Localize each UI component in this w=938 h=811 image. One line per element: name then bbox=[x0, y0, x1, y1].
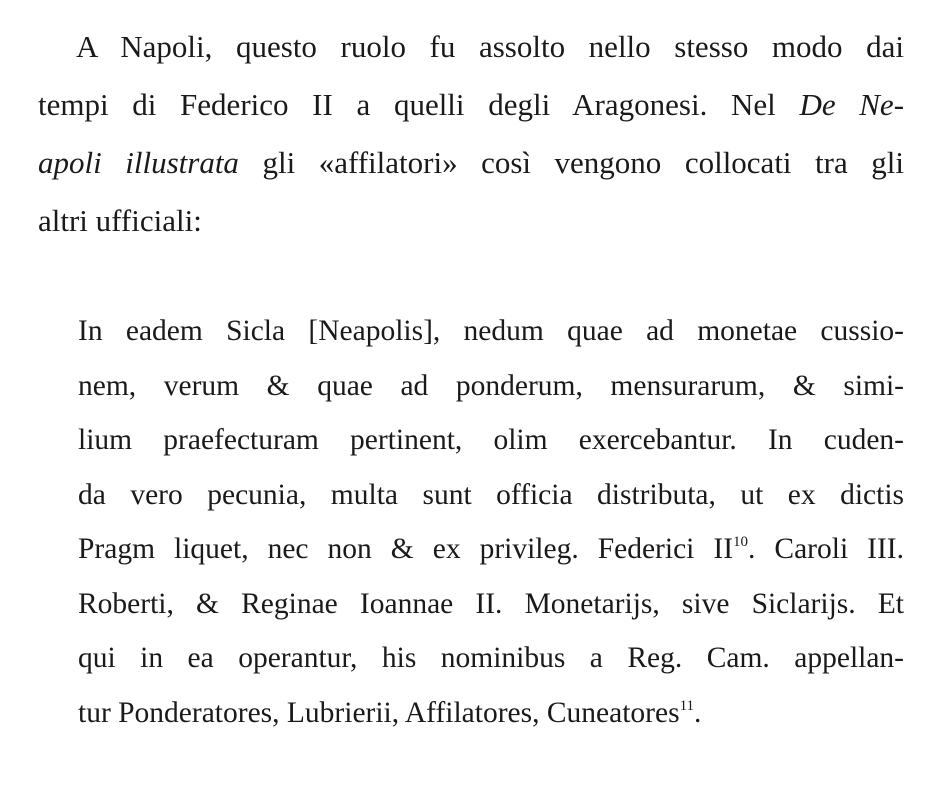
quote-line bbox=[78, 359, 904, 414]
quote-line bbox=[78, 577, 904, 632]
latin-block-quote bbox=[78, 304, 904, 740]
footnote-marker: 10 bbox=[733, 534, 749, 550]
quote-text: lium praefecturam pertinent, olim exercebantur. In cuden- bbox=[78, 424, 904, 456]
paragraph-line bbox=[38, 18, 904, 76]
paragraph-text: A Napoli, questo ruolo fu assolto nello stesso modo dai bbox=[76, 29, 904, 64]
body-paragraph bbox=[38, 18, 904, 250]
quote-text: tur Ponderatores, Lubrierii, Affilatores, Cuneatores bbox=[78, 696, 680, 729]
quote-text: da vero pecunia, multa sunt officia distributa, ut ex dictis bbox=[78, 478, 904, 511]
footnote-marker: 11 bbox=[679, 697, 695, 714]
quote-text: Pragm liquet, nec non & ex privileg. Federici II bbox=[78, 533, 734, 565]
paragraph-line bbox=[38, 192, 904, 250]
quote-line bbox=[78, 522, 904, 577]
quote-text: . bbox=[694, 696, 702, 729]
paragraph-line bbox=[38, 134, 904, 192]
quote-line bbox=[78, 413, 904, 468]
quote-line bbox=[78, 468, 904, 523]
quote-text: . Caroli III. bbox=[748, 533, 904, 565]
book-title-italic: apoli illustrata bbox=[38, 145, 239, 180]
quote-text: In eadem Sicla [Neapolis], nedum quae ad monetae cussio- bbox=[78, 315, 904, 347]
quote-text: nem, verum & quae ad ponderum, mensurarum, & simi- bbox=[78, 369, 904, 402]
quote-line bbox=[78, 686, 904, 741]
paragraph-line bbox=[38, 76, 904, 134]
quote-line bbox=[78, 631, 904, 686]
book-title-italic: De Ne- bbox=[799, 87, 905, 122]
paragraph-text: altri ufficiali: bbox=[38, 203, 202, 238]
quote-line bbox=[78, 304, 904, 359]
quote-text: qui in ea operantur, his nominibus a Reg. Cam. appellan- bbox=[78, 642, 904, 674]
quote-text: Roberti, & Reginae Ioannae II. Monetarijs, sive Siclarijs. Et bbox=[78, 587, 904, 620]
paragraph-text: gli «affilatori» così vengono collocati tra gli bbox=[262, 145, 904, 180]
paragraph-text: tempi di Federico II a quelli degli Aragonesi. Nel bbox=[38, 87, 776, 122]
